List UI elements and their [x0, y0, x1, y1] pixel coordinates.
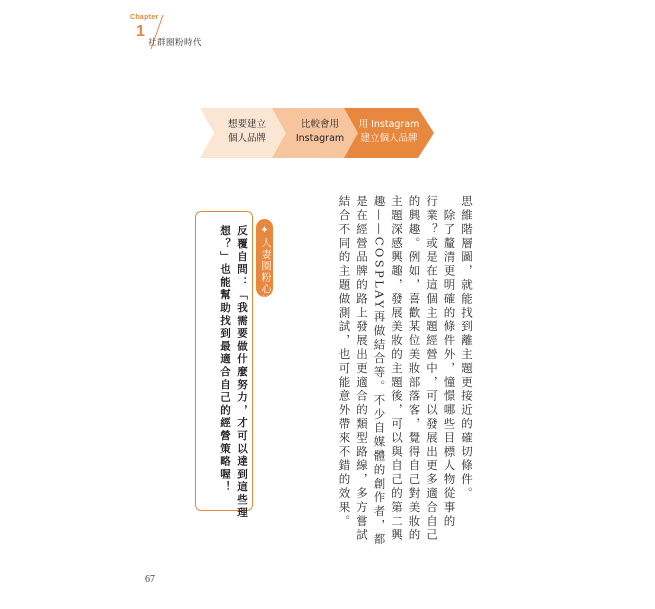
body-column: 趣——COSPLAY再做結合等。不少自媒體的創作者，都: [372, 195, 387, 547]
tip-badge: [256, 219, 273, 307]
tip-text: [200, 225, 250, 520]
body-column: 是在經營品牌的路上發展出更適合的類型路線，多方嘗試: [355, 195, 369, 543]
chapter-number: 1: [136, 23, 145, 40]
flow-step-3-line1: 用 Instagram: [358, 119, 420, 130]
body-column: 的興趣。例如，喜歡某位美妝部落客，覺得自己對美妝的: [407, 195, 422, 543]
body-column: 行業？或是在這個主題經營中，可以發展出更多適合自己: [425, 195, 439, 543]
flow-step-2-line2: Instagram: [295, 133, 345, 144]
body-column: 思維階層圖，就能找到離主題更接近的確切條件。: [460, 195, 474, 501]
flow-diagram: [200, 104, 436, 162]
flow-step-3-line2: 建立個人品牌: [360, 133, 418, 144]
flow-step-1: [212, 117, 282, 147]
body-column: 結合不同的主題做測試，也可能意外帶來不錯的效果。: [337, 195, 352, 529]
flow-step-2-line1: 比較會用: [300, 119, 339, 130]
body-column: 主題深感興趣，發展美妝的主題後，可以與自己的第二興: [390, 195, 404, 543]
flow-step-3: [354, 117, 424, 147]
chapter-label: Chapter: [130, 14, 159, 21]
tip-column: 想？」也能幫助找到最適合自己的經營策略喔！: [219, 225, 231, 494]
tip-badge-label: ✦人妻圈粉心法: [259, 225, 270, 307]
body-column: 除了釐清更明確的條件外，憧憬哪些目標人物從事的: [442, 195, 457, 529]
body-text-vertical: [300, 195, 475, 547]
chapter-header: [128, 14, 268, 54]
page-number: 67: [145, 574, 155, 585]
chapter-title: 社群圈粉時代: [148, 38, 203, 48]
flow-step-1-line1: 想要建立: [227, 119, 266, 130]
flow-step-1-line2: 個人品牌: [227, 133, 266, 144]
tip-column: 反覆自問：「我需要做什麼努力，才可以達到這些理: [236, 225, 248, 520]
flow-step-2: [285, 117, 355, 147]
